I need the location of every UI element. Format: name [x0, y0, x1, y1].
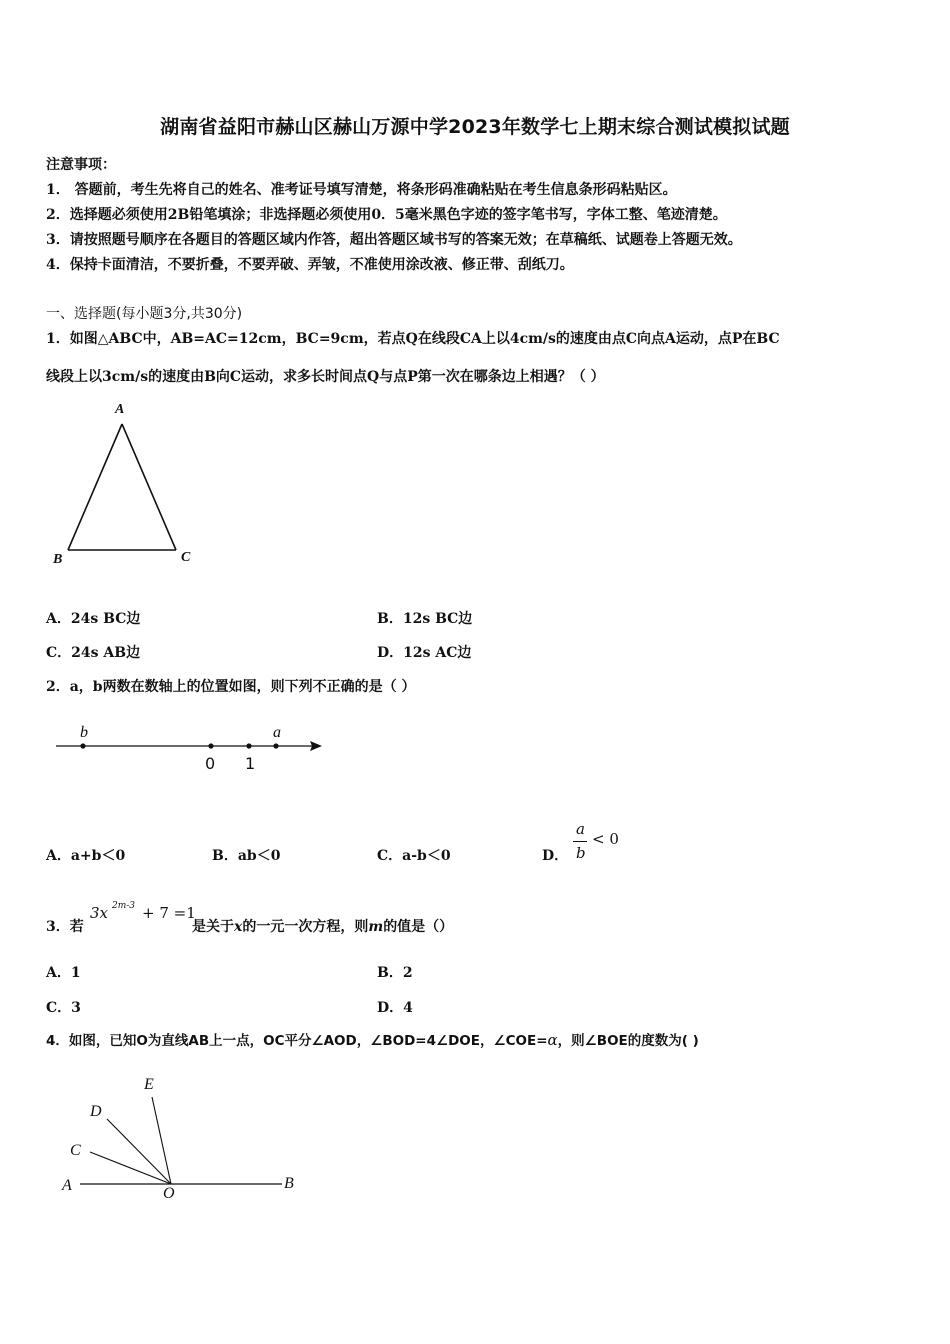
q2-option-c[interactable]: C．a-b＜0	[377, 848, 451, 864]
number-line-label-one: 1	[245, 754, 256, 773]
notice-item: 3．请按照题号顺序在各题目的答题区域内作答，超出答题区域书写的答案无效；在草稿纸、试题卷上答题无效。	[46, 232, 742, 248]
q1-option-b[interactable]: B．12s BC边	[377, 611, 473, 627]
angle-label-b: B	[284, 1175, 294, 1192]
q2-stem: 2．a，b两数在数轴上的位置如图，则下列不正确的是（ ）	[46, 679, 416, 695]
angle-label-o: O	[163, 1185, 175, 1202]
point-one	[246, 743, 251, 748]
fraction-bar	[573, 841, 587, 842]
q2-option-b[interactable]: B．ab＜0	[212, 848, 281, 864]
notice-heading: 注意事项：	[46, 157, 116, 173]
number-line-label-a: a	[273, 724, 281, 741]
notice-item: 4．保持卡面清洁，不要折叠，不要弄破、弄皱，不准使用涂改液、修正带、刮纸刀。	[46, 257, 574, 273]
q1-option-c[interactable]: C．24s AB边	[46, 645, 141, 661]
q1-option-a[interactable]: A．24s BC边	[46, 611, 141, 627]
q1-stem-line1: 1．如图△ABC中，AB=AC=12cm，BC=9cm，若点Q在线段CA上以4cm/s的速度由点C向点A运动，点P在BC	[46, 331, 780, 347]
q2-option-a[interactable]: A．a+b＜0	[46, 848, 126, 864]
section-heading: 一、选择题(每小题3分,共30分)	[46, 306, 243, 322]
vertex-label-a: A	[115, 402, 125, 417]
fraction-numerator: a	[576, 820, 585, 838]
vertex-label-b: B	[53, 552, 63, 567]
page-title: 湖南省益阳市赫山区赫山万源中学2023年数学七上期末综合测试模拟试题	[160, 116, 790, 138]
point-zero	[208, 743, 213, 748]
ray-od	[107, 1119, 171, 1184]
notice-item: 2．选择题必须使用2B铅笔填涂；非选择题必须使用0．5毫米黑色字迹的签字笔书写，字体工整、笔迹清楚。	[46, 207, 727, 223]
q1-triangle-figure	[46, 400, 206, 575]
q1-option-d[interactable]: D．12s AC边	[377, 645, 472, 661]
number-line-label-zero: 0	[205, 754, 216, 773]
q1-stem-line2: 线段上以3cm/s的速度由B向C运动，求多长时间点Q与点P第一次在哪条边上相遇？（ ）	[46, 369, 605, 385]
q4-stem: 4．如图，已知O为直线AB上一点，OC平分∠AOD，∠BOD=4∠DOE，∠COE=α，则∠BOE的度数为( )	[46, 1031, 699, 1049]
ray-oc	[90, 1152, 171, 1184]
q3-equation-exponent: 2m-3	[112, 901, 136, 911]
q2-option-d[interactable]: D．	[542, 848, 569, 864]
ray-oe	[152, 1097, 171, 1184]
number-line-figure	[56, 735, 326, 765]
q3-option-c[interactable]: C．3	[46, 1000, 81, 1016]
q4-angle-figure	[60, 1075, 300, 1205]
point-a	[273, 743, 278, 748]
vertex-label-c: C	[181, 550, 191, 565]
triangle-side-ab	[68, 424, 122, 550]
number-line-label-b: b	[80, 724, 88, 741]
q3-option-d[interactable]: D．4	[377, 1000, 413, 1016]
fraction-denominator: b	[576, 844, 586, 862]
q3-prefix: 3．若	[46, 919, 84, 935]
angle-label-e: E	[144, 1076, 154, 1093]
triangle-side-ac	[122, 424, 176, 550]
angle-label-d: D	[90, 1103, 102, 1120]
fraction-relation: < 0	[592, 830, 619, 848]
q3-equation-base: 3x	[90, 904, 109, 922]
q3-option-a[interactable]: A．1	[46, 965, 81, 981]
angle-label-c: C	[70, 1142, 81, 1159]
point-b	[80, 743, 85, 748]
q3-option-b[interactable]: B．2	[377, 965, 413, 981]
notice-item: 1． 答题前，考生先将自己的姓名、准考证号填写清楚，将条形码准确粘贴在考生信息条形码粘贴区。	[46, 182, 677, 198]
q3-equation-rest: + 7 =1	[142, 904, 196, 922]
q3-suffix: 是关于x的一元一次方程，则m的值是（）	[192, 919, 454, 935]
angle-label-a: A	[62, 1177, 72, 1194]
